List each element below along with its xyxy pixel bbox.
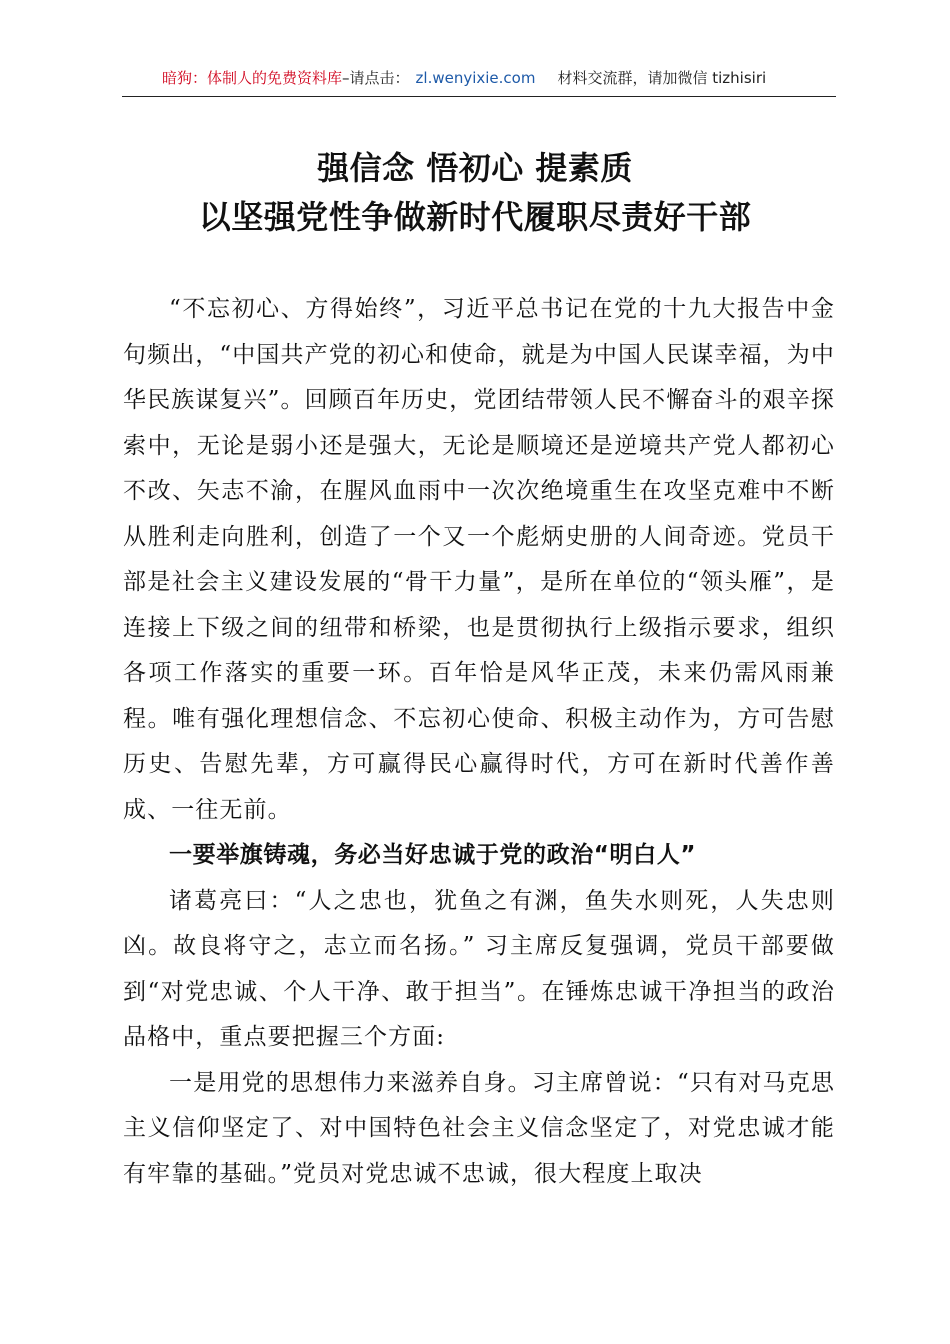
section-heading: 一要举旗铸魂，务必当好忠诚于党的政治“明白人” <box>169 842 697 868</box>
header-url-link[interactable]: zl.wenyixie.com <box>415 69 536 87</box>
paragraph-point-one: 一是用党的思想伟力来滋养自身。习主席曾说：“只有对马克思主义信仰坚定了、对中国特色社会主义信念坚定了，对党忠诚才能有牢靠的基础。”党员对党忠诚不忠诚，很大程度上取决 <box>123 1069 835 1187</box>
header-brand: 暗狗：体制人的免费资料库 <box>162 69 343 87</box>
paragraph-intro: “不忘初心、方得始终”，习近平总书记在党的十九大报告中金句频出，“中国共产党的初心和使命，就是为中国人民谋幸福，为中华民族谋复兴”。回顾百年历史，党团结带领人民不懈奋斗的艰辛探索中，无论是弱小还是强大，无论是顺境还是逆境共产党人都初心不改、矢志不渝，在腥风血雨中一次次绝境重生在攻坚克难中不断从胜利走向胜利，创造了一个又一个彪炳史册的人间奇迹。党员干部是社会主义建设发展的“骨干力量”，是所在单位的“领头雁”，是连接上下级之间的纽带和桥梁，也是贯彻执行上级指示要求，组织各项工作落实的重要一环。百年恰是风华正茂，未来仍需风雨兼程。唯有强化理想信念、不忘初心使命、积极主动作为，方可告慰历史、告慰先辈，方可赢得民心赢得时代，方可在新时代善作善成、一往无前。 <box>123 296 835 823</box>
paragraph-quote: 诸葛亮曰：“人之忠也，犹鱼之有渊，鱼失水则死，人失忠则凶。故良将守之，志立而名扬。” 习主席反复强调，党员干部要做到“对党忠诚、个人干净、敢于担当”。在锤炼忠诚干净担当的政治品格中，重点要把握三个方面: <box>123 887 835 1050</box>
document-body <box>123 287 835 1197</box>
page-header <box>122 66 836 97</box>
document-title-line2: 以坚强党性争做新时代履职尽责好干部 <box>198 198 752 236</box>
header-contact: 材料交流群，请加微信 tizhisiri <box>557 69 767 87</box>
document-title-line1: 强信念 悟初心 提素质 <box>317 149 633 187</box>
header-separator: –请点击： <box>342 69 410 87</box>
